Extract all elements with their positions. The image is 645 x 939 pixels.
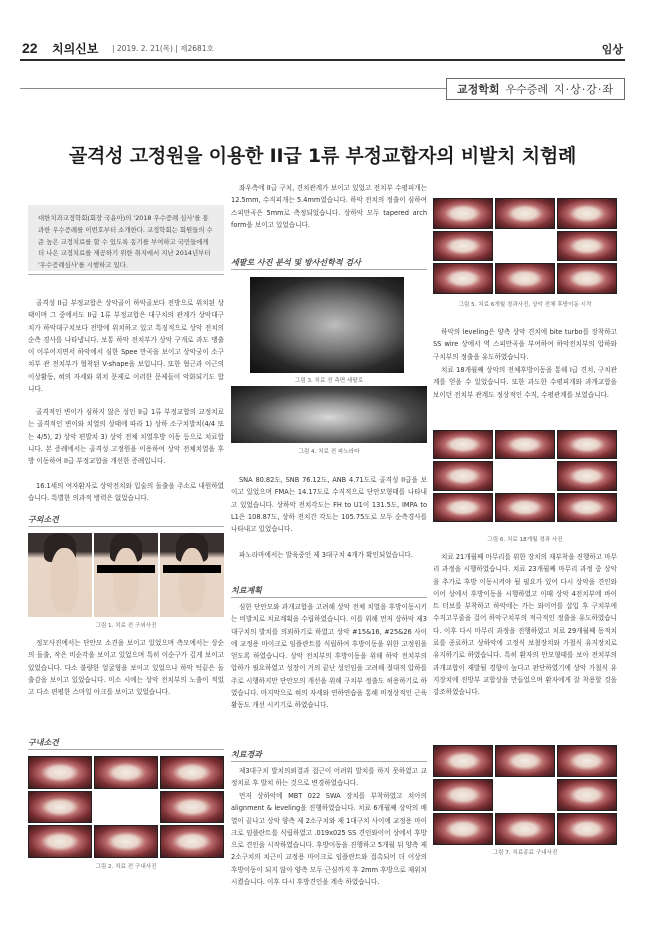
intraoral-photo [433,430,493,459]
intraoral-photo [495,813,555,845]
intraoral-photo [495,430,555,459]
figure-1-caption: 그림 1. 치료 전 구외사진 [95,623,157,629]
figure-2-caption: 그림 2. 치료 전 구내사진 [95,864,157,870]
lead-divider [28,274,224,275]
col1-intro: 골격성 II급 부정교합은 상악골이 하악골보다 전방으로 위치된 상태이며 그 중에서도 II급 1류 부정교합은 대구치의 관계가 상악대구치가 하악대구치보다 전방에 위치하고 있고 특징적으로 상악 전치의 순측 경사를 나타냅니다. 보통 하악 전치부가 상악 구개로 과도 맹출이 이루어지면서 하악에서 심한 Spee 만곡을 보이고 상악궁이 소구치부 관 전치부가 협착된 V-shape을 보입니다. 또한 협근과 이근의 이상활동, 혀의 자세와 위치 문제로 이러한 문제들이 악화되기도 합니다. [28,299,224,394]
series-academy: 교정학회 [456,83,500,96]
col2-para6: 먼저 상하악에 MBT 022 SWA 장치를 부착하였고 치아의 alignment & leveling을 진행하였습니다. 치료 6개월째 상악의 배열이 끝나고 상악 양측 제 2소구치와 제 1대구치 사이에 교정용 마이크로 임플란트를 식립하였고 .019x025 SS 견인와이어 상에서 후방으로 견인을 시작하였습니다. 후방이동을 진행하고 5개월 뒤 양측 제 2소구치의 치근이 교정용 마이크로 임플란트와 접촉되어 더 이상의 후방이동이 되지 않아 양측 모두 근심까지 후 2mm 후방으로 재위치 시켰습니다. 이후 다시 후방견인을 계속 하였습니다. [231,792,427,887]
figure-3-ceph-xray [250,277,404,373]
series-label: 우수증례 [505,83,548,96]
intraoral-photo [160,756,224,789]
intraoral-photo [160,825,224,858]
intraoral-photo [557,745,617,777]
intraoral-photo [28,756,92,789]
col3-para2: 치료 18개월째 상악의 전체후방이동을 통해 I급 견치, 구치관계를 얻을 수 있었습니다. 또한 과도한 수평피개와 과개교합을 보이던 전치부 관계도 정상적인 수직, 수평관계를 보였습니다. [433,366,617,399]
header-rule [20,59,625,61]
intraoral-photo [94,756,158,789]
figure-5-6month-photos [433,198,617,294]
intraoral-photo [495,745,555,777]
intraoral-photo [557,263,617,294]
col2-para5: 제3대구치 발치의뢰결과 접근이 어려워 발치를 하지 못하였고 교정치료 후 발치 하는 것으로 변경하였습니다. [231,767,427,788]
intraoral-photo [28,825,92,858]
figure-6-18month-photos [433,430,617,522]
figure-7-final-photos [433,745,617,845]
col2-section-ceph-rule [231,269,427,270]
col3-para3: 치료 21개월째 마무리를 위한 장치의 재부착을 진행하고 마무리 과정을 시행하였습니다. 치료 23개월째 마무리 과정 중 상악을 추가로 후방 이동시켜야 될 필요가 있어 다시 상악을 견인와이어 상에서 후방이동을 시행하였고 이때 상악 4전치부에 바이트 터보를 부착하고 하악에는 가는 와이어를 삽입 후 구치부에 수직고무줄을 걸어 하악구치부의 적극적인 정출을 유도하였습니다. 이후 다시 마무리 과정을 진행하였고 치료 29개월째 동적치료를 종료하고 상하악에 고정식 보철장치와 가철식 유지장치로 유지하기로 하였습니다. 특히 환자의 안모형태를 보아 전치부의 과개교합이 재발될 경향이 높다고 판단하였기에 상악 가철식 유지장치에 전방부 교합상을 만들었으며 환자에게 잘 착용할 것을 강조하였습니다. [433,553,617,697]
grid-blank [94,791,158,824]
intraoral-photo [557,779,617,811]
intraoral-photo [557,231,617,262]
intraoral-photo [433,745,493,777]
figure-5-caption: 그림 5. 치료 6개월 경과사진, 상악 전체 후방이동 시작 [458,302,592,308]
figure-3-caption: 그림 3. 치료 전 측면 세팔로 [294,378,364,384]
issue-info: | 2019. 2. 21(목) | 제2681호 [112,44,214,53]
intraoral-photo [495,198,555,229]
intraoral-photo [433,493,493,522]
intraoral-photo [433,263,493,294]
figure-6-caption: 그림 6. 치료 18개월 경과 사진 [487,537,563,543]
intraoral-photo [557,430,617,459]
page-number: 22 [22,40,38,56]
intraoral-photo [557,461,617,490]
grid-blank [495,461,555,490]
series-subtitle: 지·상·강·좌 [554,83,614,96]
figure-7-caption: 그림 7. 치료종료 구내사진 [492,850,558,856]
section-title: 임상 [601,43,623,56]
col2-section-plan-rule [231,597,427,598]
col1-para3: 16.1세의 여자환자로 상악전치와 입술의 돌출을 주소로 내원하였습니다. 특별한 의과적 병력은 없었습니다. [28,482,224,503]
col3-para1: 하악의 leveling은 양측 상악 견치에 bite turbo를 장착하고 SS wire 상에서 역 스피만곡을 부여하여 하악전치부의 압하와 구치부의 정출을 유도하였습니다. [433,328,617,361]
col1-section-extraoral-rule [28,526,224,527]
col2-section-ceph: 세팔로 사진 분석 및 방사선학적 검사 [231,258,361,267]
col1-section-intraoral: 구내소견 [28,738,59,747]
intraoral-photo [557,813,617,845]
intraoral-photo [433,231,493,262]
col1-section-intraoral-rule [28,749,224,750]
grid-blank [495,779,555,811]
col1-section-extraoral: 구외소견 [28,515,59,524]
col2-section-progress-rule [231,761,427,762]
intraoral-photo [433,461,493,490]
col2-para2: SNA 80.82도, SNB 76.12도, ANB 4.71도로 골격성 II급을 보이고 있었으며 FMA는 14.17도로 수직적으로 단안모형태를 나타내고 있었습니다. 상하악 전치각도는 FH to U1이 131.5도, IMPA to L1은 108.87도, 상하 전치간 각도는 105.75도로 모두 순측경사를 나타내고 있었습니다. [231,476,427,534]
intraoral-photo [557,493,617,522]
col1-para4: 정모사진에서는 단안모 소견을 보이고 있었으며 측모에서는 상순의 돌출, 작은 비순각을 보이고 있었으며 특히 이순구가 깊게 보이고 있었습니다. 다소 불량한 얼굴형을 보이고 있었으나 하악 턱끝은 돌출감을 보이고 있었습니다. 미소 시에는 상악 전치부의 노출이 적었고 다소 편평한 스마일 아크를 보이고 있었습니다. [28,639,224,697]
figure-4-caption: 그림 4. 치료 전 파노라마 [298,449,360,455]
intraoral-photo [433,813,493,845]
figure-4-panoramic-xray [231,386,427,443]
smile-photo [160,533,224,617]
intraoral-photo [433,779,493,811]
grid-blank [495,231,555,262]
masthead: 치의신보 [52,42,99,56]
series-banner [446,78,625,100]
col2-section-plan: 치료계획 [231,586,262,595]
intraoral-photo [160,791,224,824]
intraoral-photo [433,198,493,229]
intraoral-photo [557,198,617,229]
figure-1-extraoral-photos [28,533,224,617]
col1-para2: 골격적인 변이가 심하지 않은 성인 II급 1류 부정교합의 교정치료는 골격적인 변이와 치열의 상태에 따라 1) 상하 소구치발치(4/4 또는 4/5), 2) 상악 편발치 3) 상악 전체 치열후방 이동 등으로 치료합니다. 본 증례에서는 골격성 고정원을 이용하여 상악 전체치열을 후방 이동하여 II급 부정교합을 개선한 증례입니다. [28,408,224,466]
article-headline: 골격성 고정원을 이용한 II급 1류 부정교합자의 비발치 치험례 [68,145,577,167]
intraoral-photo [495,263,555,294]
col2-para1: 좌우측에 II급 구치, 견치관계가 보이고 있었고 전치부 수평피개는 12.5mm, 수직피개는 5.4mm였습니다. 하악 전치의 정출이 심하여 스피만곡은 5mm로 측정되었습니다. 상하악 모두 tapered arch form을 보이고 있었습니다. [231,184,427,229]
col2-section-progress: 치료경과 [231,750,262,759]
lead-box: 대한치과교정학회(회장 국윤아)의 '2018 우수증례 심사'를 통과한 우수증례를 이번호부터 소개한다. 교정학회는 회원들의 수준 높은 교정치료를 할 수 있도록 동기를 부여하고 국민들에게 더 나은 교정치료를 제공하기 위한 취지에서 지난 2014년부터 '우수증례심사'를 시행하고 있다. [28,205,224,271]
intraoral-photo [28,791,92,824]
intraoral-photo [495,493,555,522]
figure-2-intraoral-photos [28,756,224,858]
frontal-photo [94,533,158,617]
col2-para4: 심한 단안모와 과개교합을 고려해 상악 전체 치열을 후방이동시키는 비발치로 치료계획을 수립하였습니다. 이를 위해 먼저 상하악 제3대구치의 발치를 의뢰하기로 하였고 상악 #15&16, #25&26 사이에 교정용 마이크로 임플란트를 식립하여 후방이동을 위한 고정원을 얻도록 하였습니다. 상악 전치부의 후방이동을 위해 하악 전치부의 압하가 필요하였고 성장이 거의 끝난 성인임을 고려해 절대적 압하를 주로 시행하지만 단안모의 개선을 위해 구치부 정출도 허용하기로 하였습니다. 마지막으로 혀의 자세와 연하연습을 통해 비정상적인 근육 활동도 개선 시키기로 하였습니다. [231,603,427,710]
profile-photo [28,533,92,617]
intraoral-photo [94,825,158,858]
col2-para3: 파노라마에서는 발육중인 제 3대구치 4개가 확인되었습니다. [239,551,413,559]
